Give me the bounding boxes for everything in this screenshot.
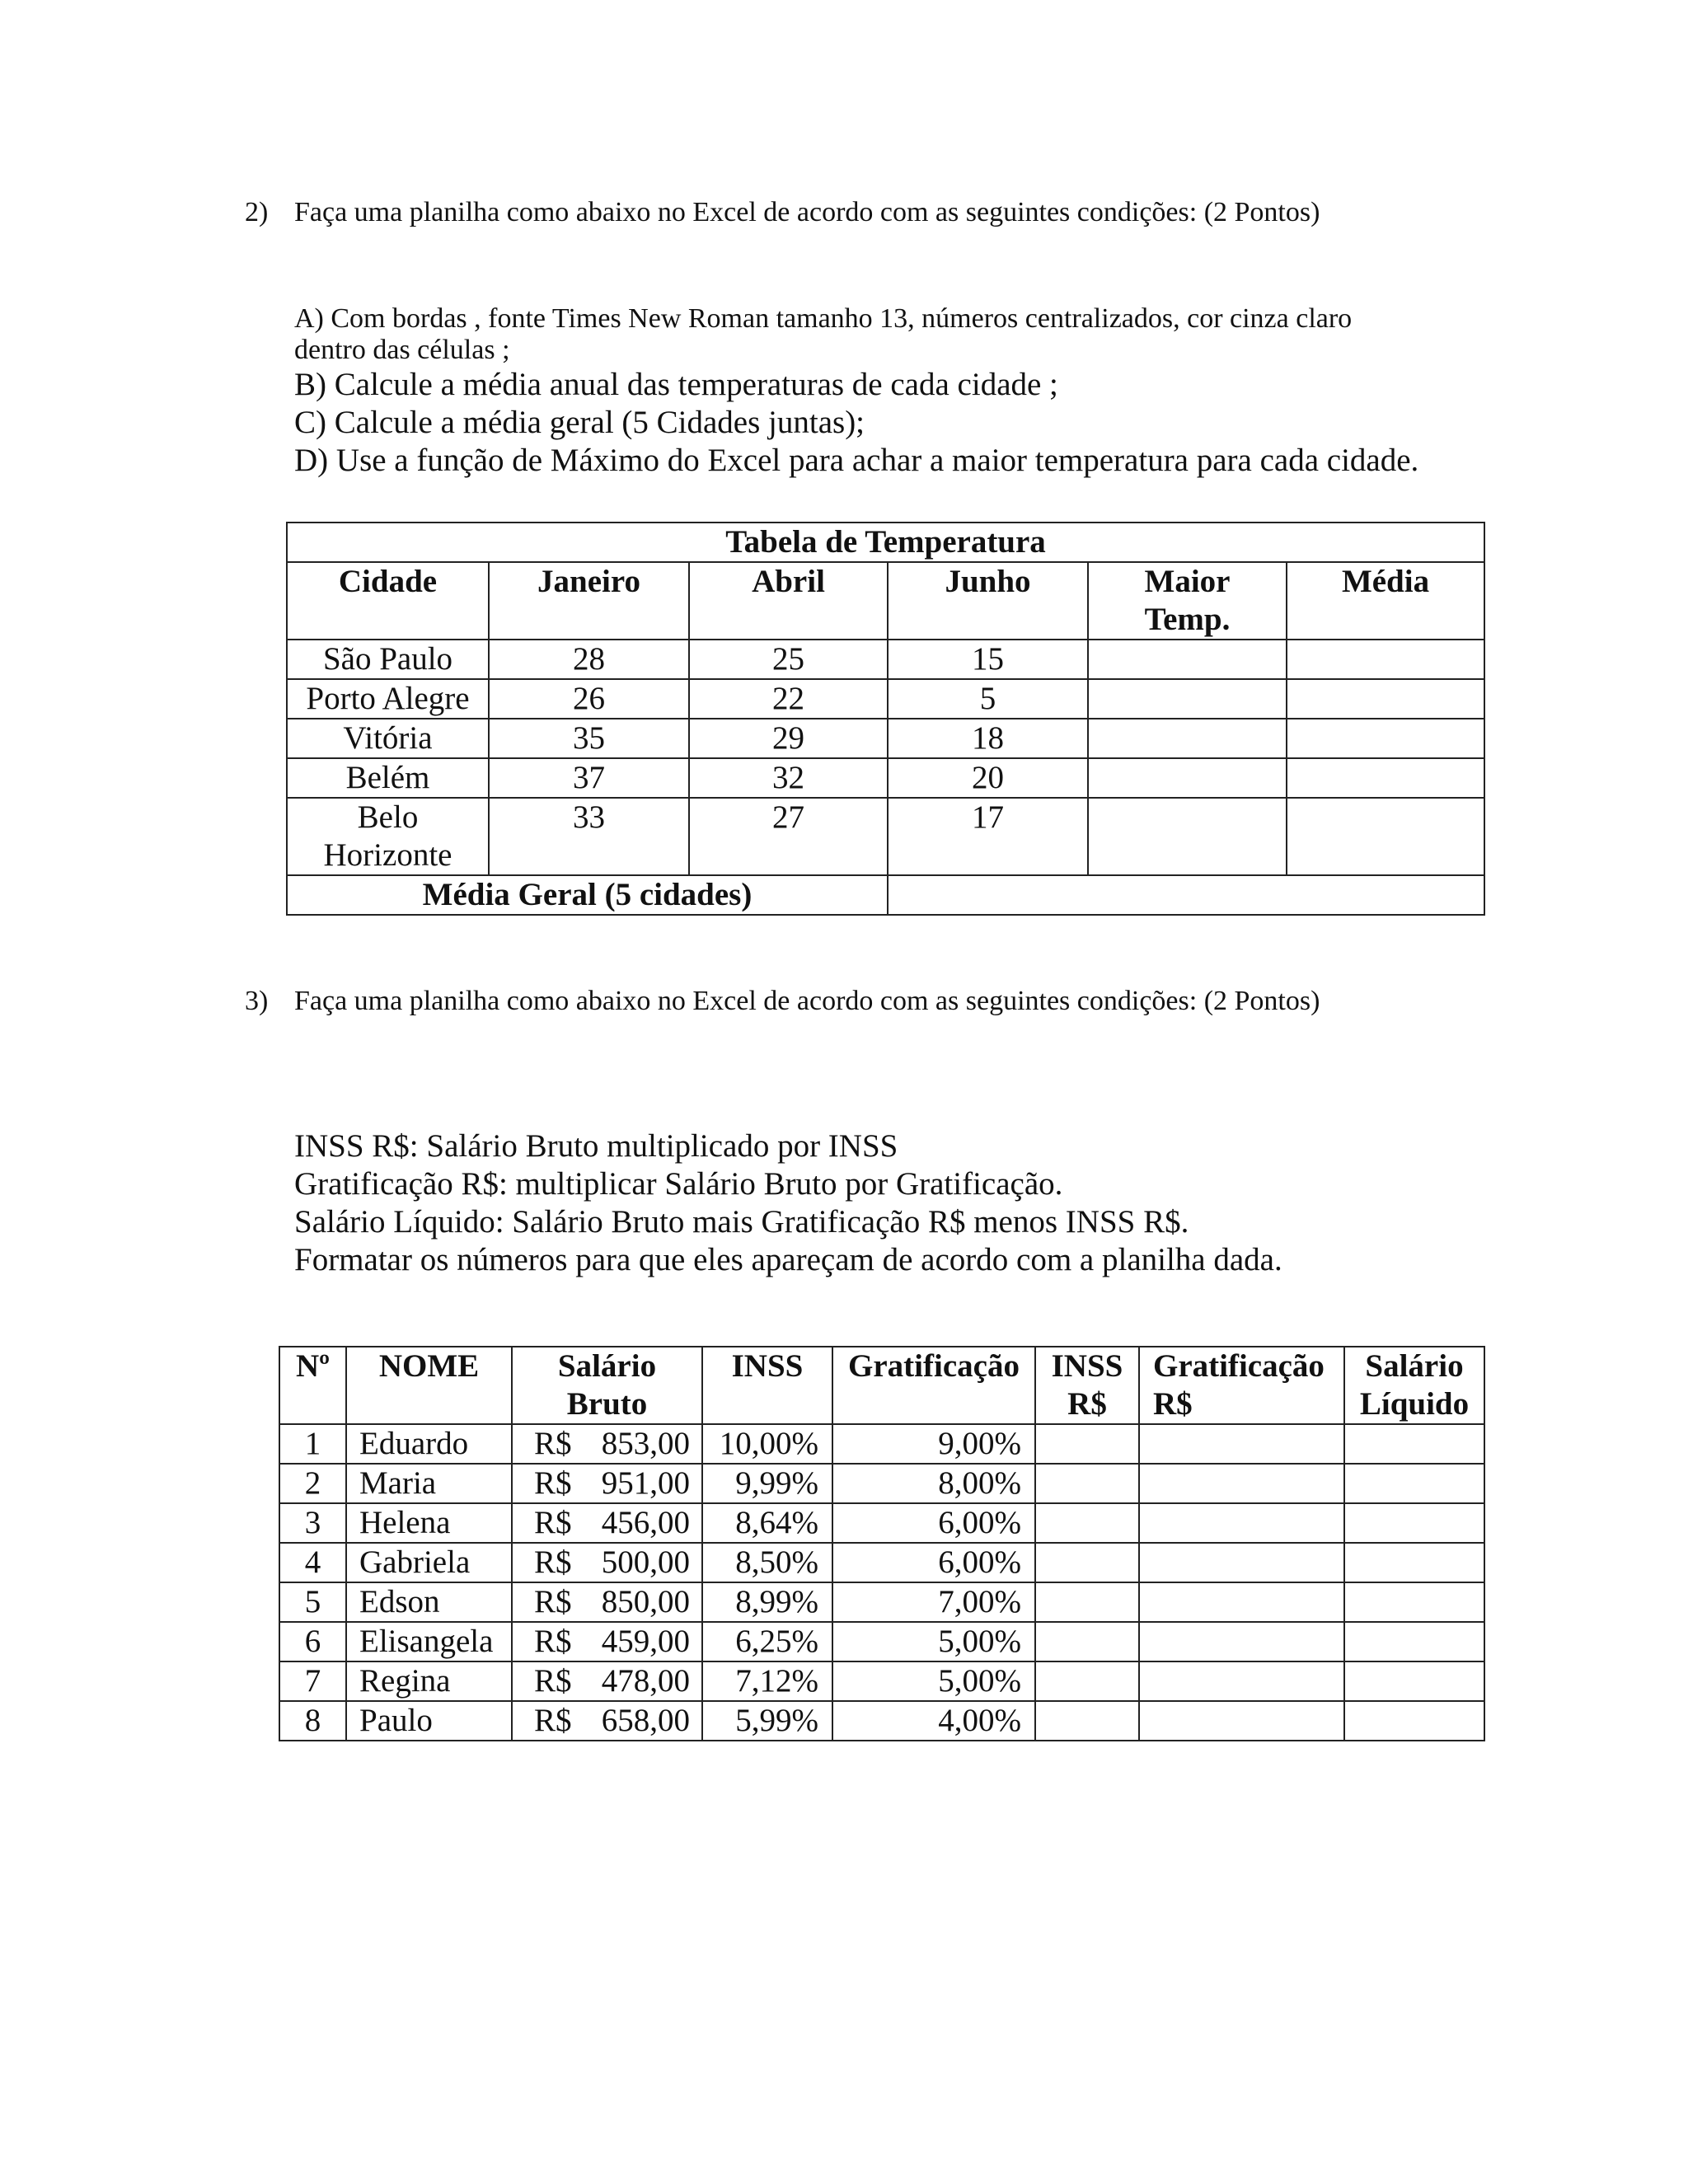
header-nome: NOME <box>346 1347 512 1424</box>
gratificacao-cell: 9,00% <box>832 1424 1035 1464</box>
salario-bruto-cell <box>512 1503 702 1543</box>
question-number: 2) <box>245 197 269 227</box>
table-row <box>279 1622 1484 1661</box>
nome-cell: Edson <box>346 1582 512 1622</box>
abr-cell: 32 <box>689 758 888 798</box>
jun-cell: 5 <box>888 679 1088 719</box>
jan-cell: 26 <box>489 679 689 719</box>
salario-liquido-cell <box>1344 1424 1484 1464</box>
table-row <box>279 1661 1484 1701</box>
gratificacao-cell: 5,00% <box>832 1661 1035 1701</box>
salario-bruto-value: 853,00 <box>601 1426 690 1461</box>
maior-cell <box>1088 679 1287 719</box>
header-junho: Junho <box>888 562 1088 640</box>
gratificacao-rs-cell <box>1139 1582 1344 1622</box>
condition-d: D) Use a função de Máximo do Excel para achar a maior temperatura para cada cidade. <box>294 443 1419 478</box>
header-line-2: Bruto <box>566 1386 648 1422</box>
table-row <box>279 1424 1484 1464</box>
salario-liquido-cell <box>1344 1582 1484 1622</box>
media-cell <box>1287 758 1484 798</box>
city-line-2: Horizonte <box>323 837 452 873</box>
header-maior: Maior <box>1144 564 1231 599</box>
header-cidade: Cidade <box>287 562 489 640</box>
salario-bruto-cell <box>512 1701 702 1741</box>
salario-bruto-cell <box>512 1582 702 1622</box>
jan-cell: 28 <box>489 640 689 679</box>
num-cell: 8 <box>279 1701 346 1741</box>
salario-bruto-cell <box>512 1464 702 1503</box>
gratificacao-rs-cell <box>1139 1622 1344 1661</box>
inss-cell: 8,50% <box>702 1543 832 1582</box>
salario-bruto-value: 500,00 <box>601 1544 690 1580</box>
nome-cell: Regina <box>346 1661 512 1701</box>
inss-rs-cell <box>1035 1582 1139 1622</box>
nome-cell: Paulo <box>346 1701 512 1741</box>
header-temp: Temp. <box>1144 602 1231 637</box>
salario-liquido-cell <box>1344 1464 1484 1503</box>
salario-bruto-cell <box>512 1622 702 1661</box>
currency-symbol: R$ <box>534 1465 572 1501</box>
abr-cell: 27 <box>689 798 888 875</box>
inss-rs-cell <box>1035 1424 1139 1464</box>
jan-cell: 33 <box>489 798 689 875</box>
header-row <box>279 1347 1484 1424</box>
maior-cell <box>1088 798 1287 875</box>
condition-a: A) Com bordas , fonte Times New Roman tamanho 13, números centralizados, cor cinza claro <box>294 303 1353 334</box>
gratificacao-cell: 4,00% <box>832 1701 1035 1741</box>
question-number: 3) <box>245 986 269 1016</box>
gratificacao-rs-cell <box>1139 1543 1344 1582</box>
salario-bruto-value: 951,00 <box>601 1465 690 1501</box>
condition-b: B) Calcule a média anual das temperaturas de cada cidade ; <box>294 367 1058 402</box>
header-media: Média <box>1287 562 1484 640</box>
header-line-1: Salário <box>557 1348 657 1384</box>
currency-symbol: R$ <box>534 1663 572 1699</box>
header-line-2: R$ <box>1153 1386 1193 1422</box>
jun-cell: 20 <box>888 758 1088 798</box>
question-3 <box>245 985 1320 1018</box>
city-cell: Porto Alegre <box>287 679 489 719</box>
header-salario-liquido <box>1344 1347 1484 1424</box>
inss-cell: 8,64% <box>702 1503 832 1543</box>
inss-cell: 5,99% <box>702 1701 832 1741</box>
salario-bruto-cell <box>512 1661 702 1701</box>
salario-bruto-value: 456,00 <box>601 1505 690 1540</box>
salario-liquido-cell <box>1344 1701 1484 1741</box>
gratificacao-rs-cell <box>1139 1701 1344 1741</box>
gratificacao-cell: 5,00% <box>832 1622 1035 1661</box>
condition-c: C) Calcule a média geral (5 Cidades juntas); <box>294 405 865 440</box>
table-row <box>279 1582 1484 1622</box>
currency-symbol: R$ <box>534 1624 572 1659</box>
media-cell <box>1287 640 1484 679</box>
inss-rs-cell <box>1035 1503 1139 1543</box>
table-row <box>279 1503 1484 1543</box>
table-row <box>287 758 1484 798</box>
temperature-table <box>286 522 1485 916</box>
salario-liquido-cell <box>1344 1622 1484 1661</box>
nome-cell: Elisangela <box>346 1622 512 1661</box>
jun-cell: 17 <box>888 798 1088 875</box>
num-cell: 5 <box>279 1582 346 1622</box>
jun-cell: 18 <box>888 719 1088 758</box>
media-cell <box>1287 679 1484 719</box>
salario-liquido-cell <box>1344 1661 1484 1701</box>
question-text: Faça uma planilha como abaixo no Excel de acordo com as seguintes condições: (2 Pontos) <box>294 986 1320 1016</box>
salario-liquido-cell <box>1344 1543 1484 1582</box>
num-cell: 6 <box>279 1622 346 1661</box>
currency-symbol: R$ <box>534 1426 572 1461</box>
inss-rs-cell <box>1035 1464 1139 1503</box>
inss-rs-cell <box>1035 1701 1139 1741</box>
table-row <box>287 640 1484 679</box>
footer-row <box>287 875 1484 915</box>
salario-bruto-cell <box>512 1543 702 1582</box>
num-cell: 7 <box>279 1661 346 1701</box>
inss-cell: 8,99% <box>702 1582 832 1622</box>
salario-bruto-value: 459,00 <box>601 1624 690 1659</box>
gratificacao-cell: 6,00% <box>832 1543 1035 1582</box>
jan-cell: 37 <box>489 758 689 798</box>
instruction-formatar: Formatar os números para que eles apareçam de acordo com a planilha dada. <box>294 1242 1282 1277</box>
header-line-2: Líquido <box>1359 1386 1470 1422</box>
city-cell: Belém <box>287 758 489 798</box>
gratificacao-rs-cell <box>1139 1464 1344 1503</box>
gratificacao-rs-cell <box>1139 1503 1344 1543</box>
currency-symbol: R$ <box>534 1584 572 1619</box>
header-inss: INSS <box>702 1347 832 1424</box>
media-cell <box>1287 798 1484 875</box>
maior-cell <box>1088 758 1287 798</box>
header-num: Nº <box>279 1347 346 1424</box>
header-line-2: R$ <box>1067 1386 1107 1422</box>
inss-cell: 6,25% <box>702 1622 832 1661</box>
inss-rs-cell <box>1035 1622 1139 1661</box>
jan-cell: 35 <box>489 719 689 758</box>
instruction-gratificacao: Gratificação R$: multiplicar Salário Bruto por Gratificação. <box>294 1166 1063 1202</box>
city-line-1: Belo <box>357 799 419 835</box>
currency-symbol: R$ <box>534 1703 572 1738</box>
jun-cell: 15 <box>888 640 1088 679</box>
instruction-inss: INSS R$: Salário Bruto multiplicado por INSS <box>294 1128 898 1164</box>
salario-bruto-value: 850,00 <box>601 1584 690 1619</box>
question-text: Faça uma planilha como abaixo no Excel de acordo com as seguintes condições: (2 Pontos) <box>294 197 1320 227</box>
num-cell: 3 <box>279 1503 346 1543</box>
question-2 <box>245 196 1320 229</box>
table-row <box>287 679 1484 719</box>
header-line-1: INSS <box>1051 1348 1123 1384</box>
salario-bruto-value: 658,00 <box>601 1703 690 1738</box>
table-title: Tabela de Temperatura <box>287 523 1484 562</box>
abr-cell: 25 <box>689 640 888 679</box>
salario-liquido-cell <box>1344 1503 1484 1543</box>
header-abril: Abril <box>689 562 888 640</box>
city-cell: São Paulo <box>287 640 489 679</box>
table-row <box>287 719 1484 758</box>
currency-symbol: R$ <box>534 1505 572 1540</box>
inss-cell: 10,00% <box>702 1424 832 1464</box>
q2-conditions <box>294 303 1418 480</box>
header-gratificacao-rs <box>1139 1347 1344 1424</box>
instruction-salario-liquido: Salário Líquido: Salário Bruto mais Gratificação R$ menos INSS R$. <box>294 1204 1189 1240</box>
header-janeiro: Janeiro <box>489 562 689 640</box>
condition-a-cont: dentro das células ; <box>294 335 510 365</box>
header-salario-bruto <box>512 1347 702 1424</box>
header-inss-rs <box>1035 1347 1139 1424</box>
gratificacao-cell: 7,00% <box>832 1582 1035 1622</box>
nome-cell: Maria <box>346 1464 512 1503</box>
gratificacao-cell: 6,00% <box>832 1503 1035 1543</box>
inss-cell: 7,12% <box>702 1661 832 1701</box>
gratificacao-rs-cell <box>1139 1661 1344 1701</box>
city-cell <box>287 798 489 875</box>
inss-rs-cell <box>1035 1661 1139 1701</box>
gratificacao-rs-cell <box>1139 1424 1344 1464</box>
currency-symbol: R$ <box>534 1544 572 1580</box>
num-cell: 1 <box>279 1424 346 1464</box>
salario-bruto-value: 478,00 <box>601 1663 690 1699</box>
nome-cell: Helena <box>346 1503 512 1543</box>
header-line-1: Salário <box>1365 1348 1464 1384</box>
maior-cell <box>1088 640 1287 679</box>
nome-cell: Eduardo <box>346 1424 512 1464</box>
salario-bruto-cell <box>512 1424 702 1464</box>
media-geral-value <box>888 875 1484 915</box>
nome-cell: Gabriela <box>346 1543 512 1582</box>
media-geral-label: Média Geral (5 cidades) <box>287 875 888 915</box>
maior-cell <box>1088 719 1287 758</box>
header-maior-temp <box>1088 562 1287 640</box>
inss-rs-cell <box>1035 1543 1139 1582</box>
num-cell: 4 <box>279 1543 346 1582</box>
abr-cell: 29 <box>689 719 888 758</box>
q3-instructions <box>294 1127 1282 1279</box>
table-row <box>279 1543 1484 1582</box>
table-row <box>287 798 1484 875</box>
abr-cell: 22 <box>689 679 888 719</box>
salary-table <box>279 1346 1485 1741</box>
table-row <box>279 1464 1484 1503</box>
city-cell: Vitória <box>287 719 489 758</box>
header-gratificacao: Gratificação <box>832 1347 1035 1424</box>
header-line-1: Gratificação <box>1153 1348 1325 1384</box>
gratificacao-cell: 8,00% <box>832 1464 1035 1503</box>
inss-cell: 9,99% <box>702 1464 832 1503</box>
media-cell <box>1287 719 1484 758</box>
num-cell: 2 <box>279 1464 346 1503</box>
table-row <box>279 1701 1484 1741</box>
